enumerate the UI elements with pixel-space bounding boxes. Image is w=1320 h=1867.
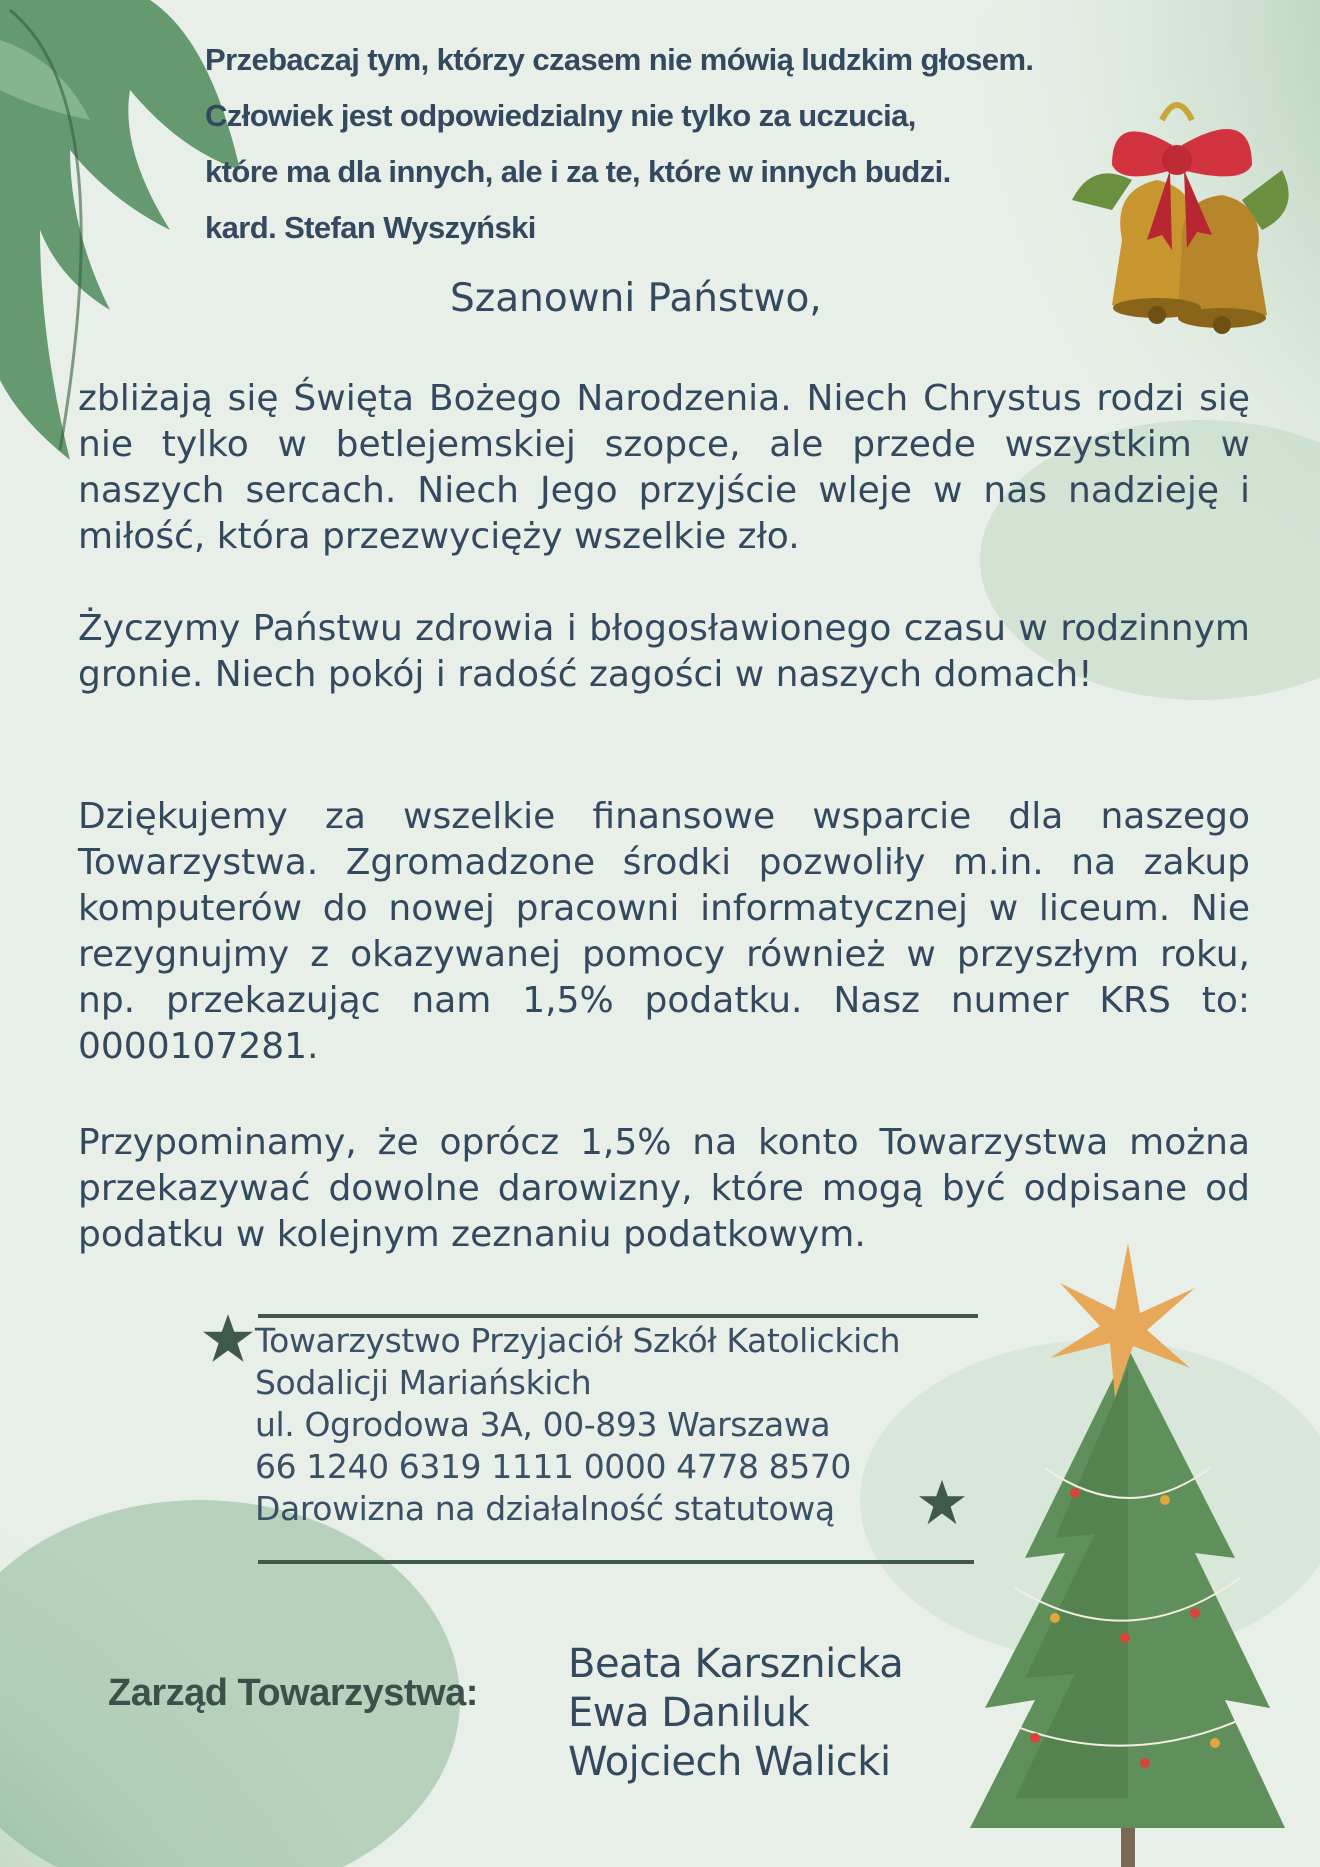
divider-top — [258, 1314, 978, 1318]
paragraph-wishes: Życzymy Państwu zdrowia i błogosławionego czasu w rodzinnym gronie. Niech pokój i radość zagości w naszych domach! — [78, 608, 1250, 695]
quote-line: Przebaczaj tym, którzy czasem nie mówią ludzkim głosem. — [205, 42, 1034, 77]
paragraph-donations: Przypominamy, że oprócz 1,5% na konto Towarzystwa można przekazywać dowolne darowizny, które mogą być odpisane od podatku w kolejnym zeznaniu podatkowym. — [78, 1122, 1250, 1255]
board-member: Ewa Daniluk — [568, 1690, 810, 1736]
bank-account: 66 1240 6319 1111 0000 4778 8570 — [255, 1447, 852, 1486]
quote-block — [205, 32, 1205, 256]
quote-line: które ma dla innych, ale i za te, które w innych budzi. — [205, 154, 951, 189]
salutation: Szanowni Państwo, — [450, 276, 822, 321]
quote-line: Człowiek jest odpowiedzialny nie tylko za uczucia, — [205, 98, 916, 133]
board-member: Wojciech Walicki — [568, 1739, 891, 1785]
organization-address: ul. Ogrodowa 3A, 00-893 Warszawa — [255, 1405, 831, 1444]
board-label: Zarząd Towarzystwa: — [108, 1672, 478, 1714]
board-member: Beata Karsznicka — [568, 1641, 904, 1687]
organization-name-line2: Sodalicji Mariańskich — [255, 1363, 592, 1402]
paragraph-thanks: Dziękujemy za wszelkie finansowe wsparcie dla naszego Towarzystwa. Zgromadzone środki pozwoliły m.in. na zakup komputerów do nowej pracowni informatycznej w liceum. Nie rezygnujmy z okazywanej pomocy również w przyszłym roku, np. przekazując nam 1,5% podatku. Nasz numer KRS to: 0000107281. — [78, 796, 1250, 1067]
christmas-tree-icon — [965, 1238, 1305, 1867]
organization-info — [255, 1320, 900, 1530]
star-icon — [202, 1312, 254, 1364]
paragraph-christmas: zbliżają się Święta Bożego Narodzenia. Niech Chrystus rodzi się nie tylko w betlejemskiej szopce, ale przede wszystkim w naszych sercach. Niech Jego przyjście wleje w nas nadzieję i miłość, która przezwycięży wszelkie zło. — [78, 378, 1250, 557]
transfer-title: Darowizna na działalność statutową — [255, 1489, 835, 1528]
board-members — [568, 1640, 903, 1787]
organization-name: Towarzystwo Przyjaciół Szkół Katolickich — [255, 1321, 901, 1360]
divider-bottom — [258, 1560, 974, 1564]
quote-author: kard. Stefan Wyszyński — [205, 210, 536, 245]
star-icon — [918, 1478, 966, 1526]
